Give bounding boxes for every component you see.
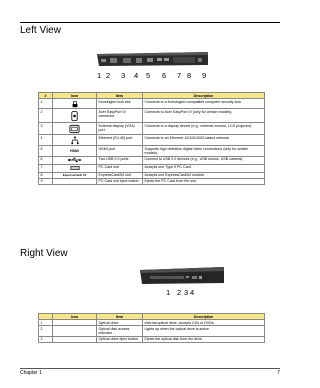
row-item: External display (VGA) port [97,123,143,135]
row-number: 3 [39,123,53,135]
section-title-right-view: Right View [20,248,68,259]
row-description: Connects to a display device (e.g., external monitor, LCD projector). [143,123,265,135]
right-view-callout-numbers [0,288,300,298]
column-header-number: # [39,93,53,99]
expresscard-icon: ExpressCard/ 54 [62,173,87,178]
row-description: Accepts one ExpressCard/54 module. [143,172,265,178]
row-item: Optical drive eject button [97,336,143,342]
table-row [39,135,265,146]
row-description: Supports high definition digital video connections (only for certain models). [143,146,265,156]
table-row [39,164,265,172]
column-header-icon: Icon [53,93,97,99]
row-number: 9 [39,178,53,184]
row-number: 4 [39,135,53,146]
row-item: Ethernet (RJ-45) port [97,135,143,146]
callout-number: 5 [146,71,151,80]
row-item: ExpressCard/54 slot [97,172,143,178]
laptop-right-side-image [138,264,226,286]
row-item: Optical disk access indicator [97,326,143,336]
row-description: Connect to USB 2.0 devices (e.g., USB mouse, USB camera). [143,156,265,164]
callout-number: 1 [97,71,102,80]
callout-number: 6 [162,71,167,80]
row-number: 1 [39,99,53,109]
row-number: 1 [39,320,53,326]
hdmi-icon: HDMI [70,148,79,153]
left-view-callout-numbers [0,71,300,81]
footer-chapter: Chapter 1 [20,370,42,376]
table-row [39,99,265,109]
callout-number: 2 [177,288,182,297]
table-row [39,123,265,135]
row-number: 2 [39,326,53,336]
row-description: Connects to a Kensington-compatible computer security lock. [143,99,265,109]
row-description: Accepts one Type II PC Card. [143,164,265,172]
row-description: Internal optical drive; accepts CDs or DVDs. [143,320,265,326]
footer-page-number: 7 [277,370,280,376]
row-item: PC Card slot [97,164,143,172]
row-description: Ejects the PC Card from the slot. [143,178,265,184]
right-view-table [38,313,265,343]
callout-number: 3 [121,71,126,80]
row-item: Optical drive [97,320,143,326]
callout-number: 8 [187,71,192,80]
callout-number: 3 [184,288,189,297]
column-header-item: Item [97,314,143,320]
row-description: Ejects the optical disk from the drive. [143,336,265,342]
table-row [39,109,265,123]
row-item: PC Card slot eject button [97,178,143,184]
top-rule [20,22,280,23]
row-number: 7 [39,164,53,172]
laptop-left-side-image [95,50,210,68]
row-item: Kensington lock slot [97,99,143,109]
callout-number: 4 [190,288,195,297]
section-title-left-view: Left View [20,25,61,36]
table-row [39,336,265,342]
column-header-description: Description [143,93,265,99]
easyport-icon [70,110,79,122]
callout-number: 4 [134,71,139,80]
row-number: 2 [39,109,53,123]
row-number: 8 [39,172,53,178]
row-number: 6 [39,156,53,164]
ethernet-icon [71,136,79,145]
row-number: 3 [39,336,53,342]
footer-rule [20,368,280,369]
row-item: Two USB 2.0 ports [97,156,143,164]
callout-number: 9 [202,71,207,80]
row-item: Acer EasyPort IV connector [97,109,143,123]
left-view-table [38,92,265,185]
callout-number: 1 [166,288,171,297]
column-header-icon: Icon [53,314,97,320]
table-row [39,156,265,164]
column-header-description: Description [143,314,265,320]
row-description: Connects to an Ethernet 10/100/1000-based network. [143,135,265,146]
table-row [39,178,265,184]
callout-number: 2 [106,71,111,80]
usb-icon [68,157,82,163]
column-header-item: Item [97,93,143,99]
pc-card-icon [70,165,80,171]
vga-port-icon [69,124,80,134]
callout-number: 7 [177,71,182,80]
table-row [39,326,265,336]
row-number: 5 [39,146,53,156]
row-item: HDMI port [97,146,143,156]
kensington-lock-icon [71,100,79,108]
row-description: Connects to Acer EasyPort IV (only for certain models). [143,109,265,123]
table-row [39,146,265,156]
row-description: Lights up when the optical drive is active. [143,326,265,336]
